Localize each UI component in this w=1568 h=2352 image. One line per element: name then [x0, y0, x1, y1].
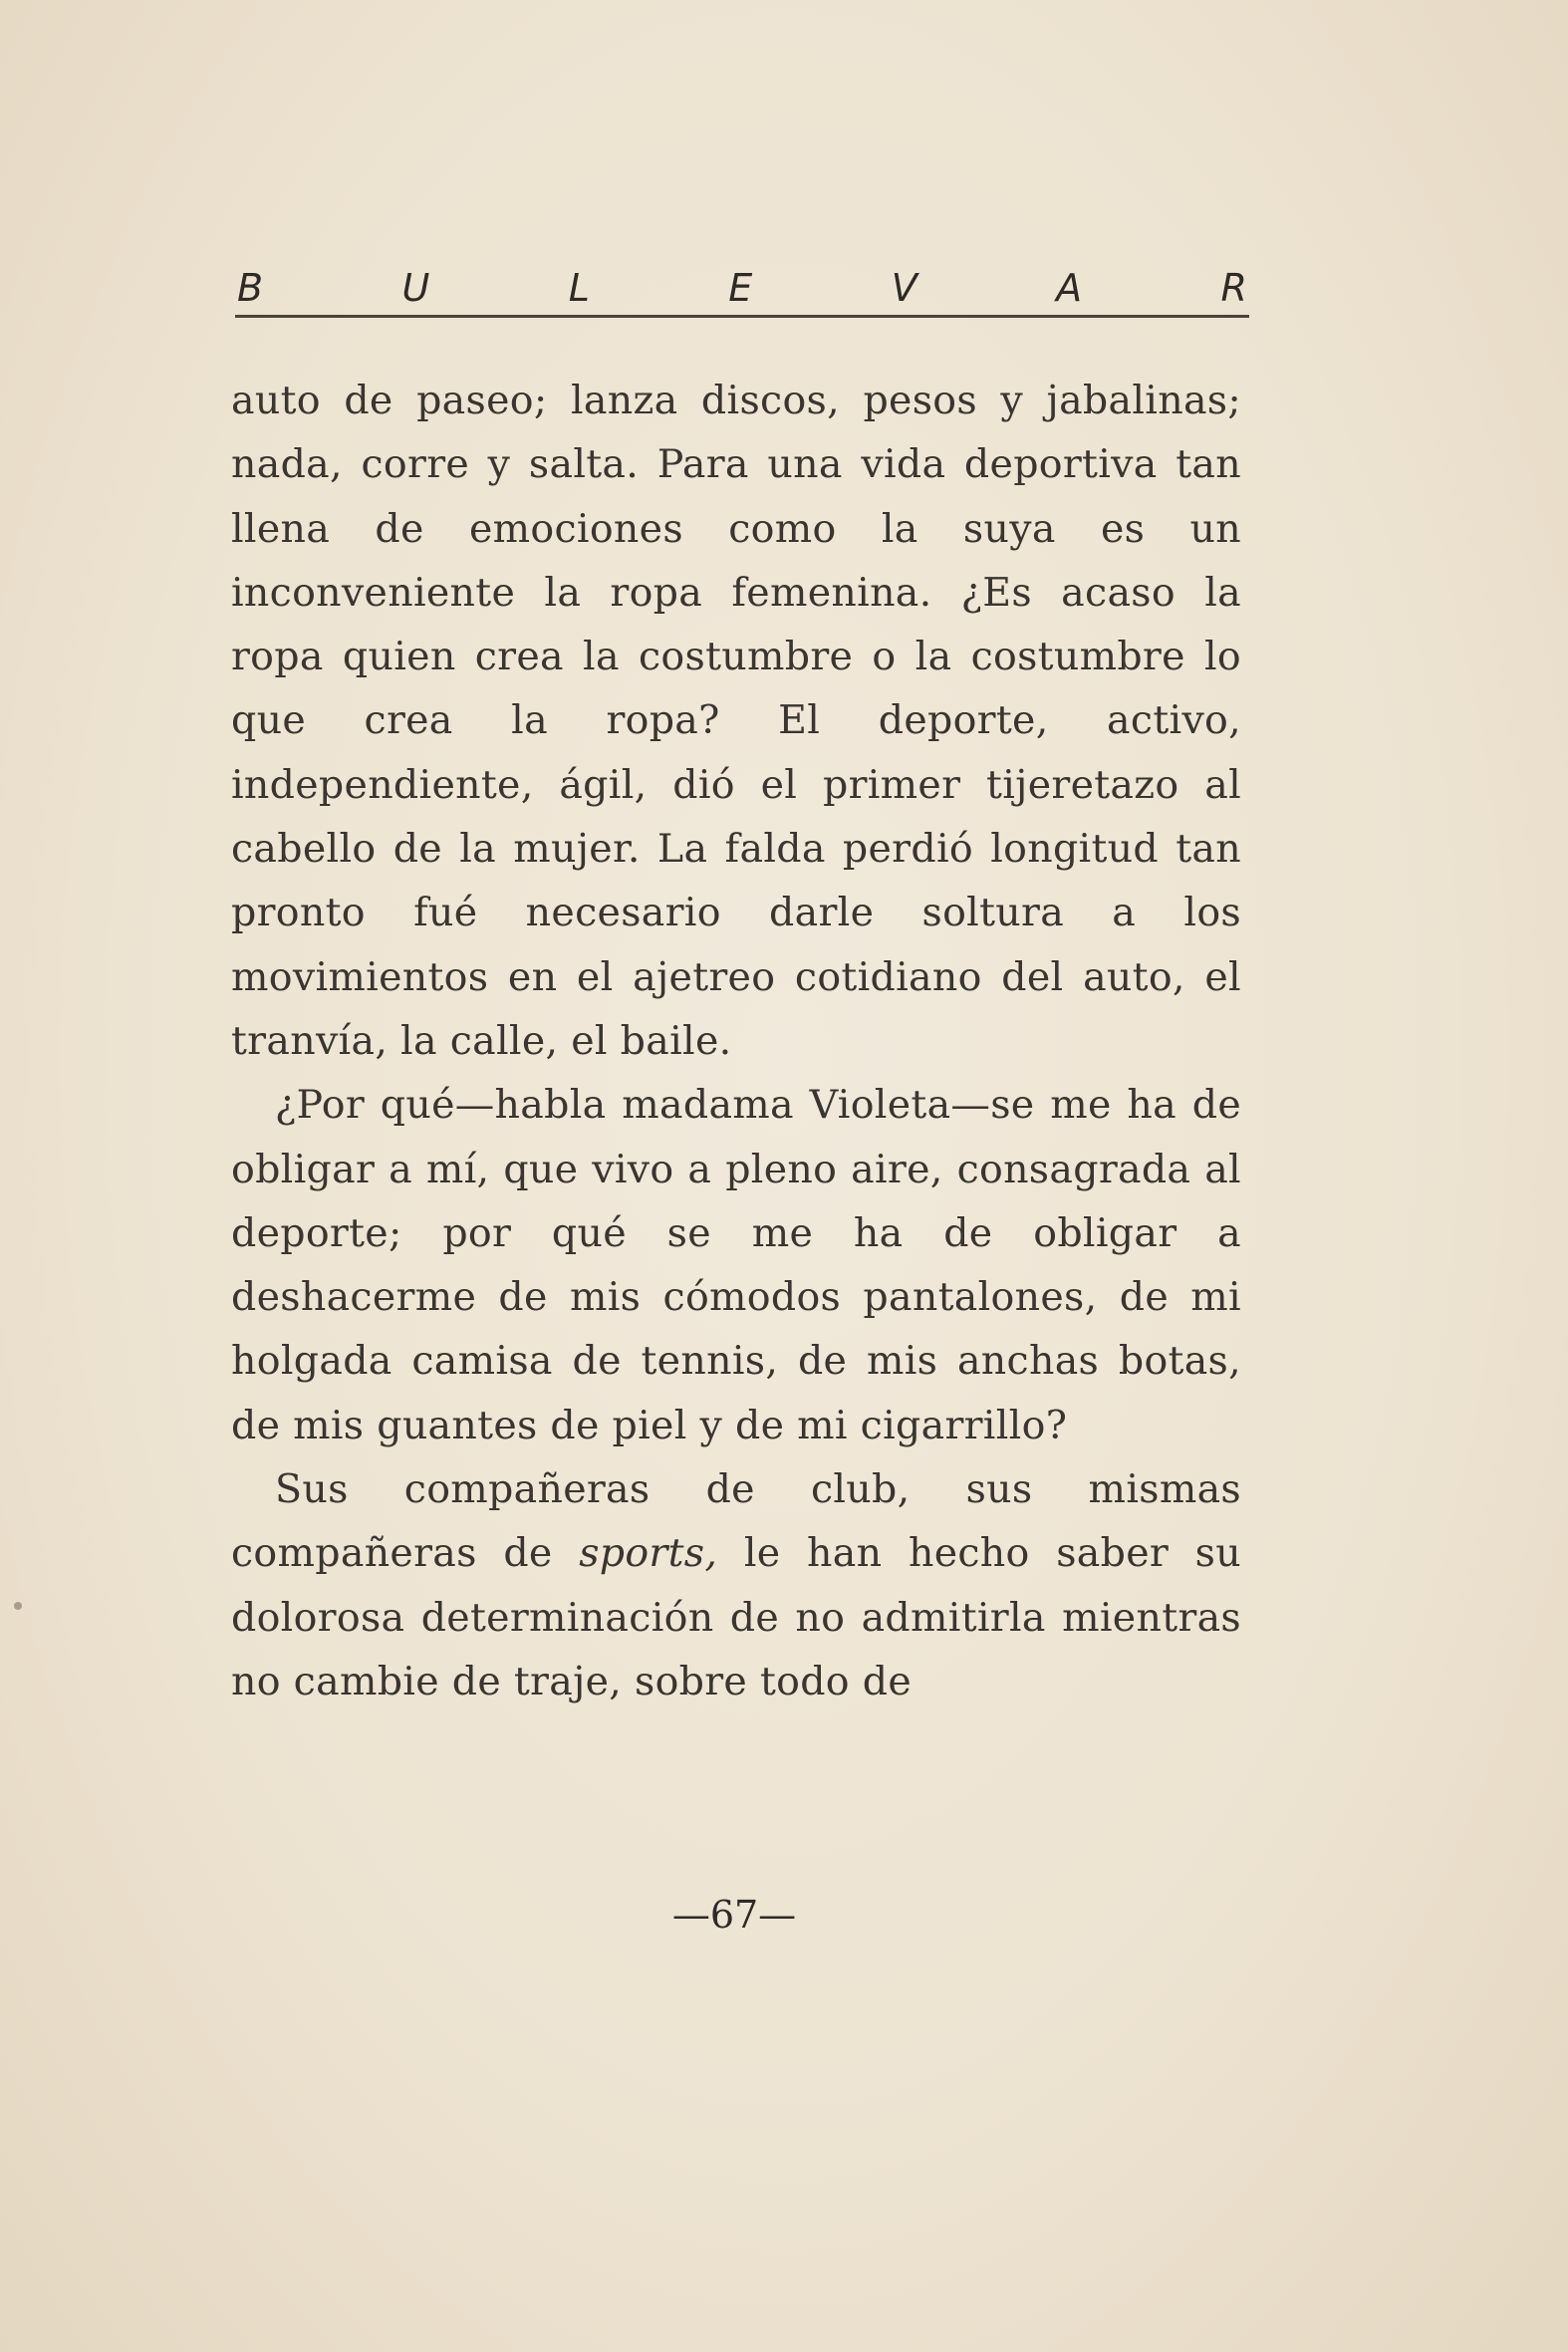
body-text	[231, 369, 1241, 1713]
paper-speck	[14, 1602, 22, 1610]
paragraph-text: le han hecho saber su dolorosa determinación de no admitirla mientras no cambie de traje, sobre todo de	[231, 1530, 1241, 1704]
running-head-letter: V	[891, 266, 917, 310]
running-head-letter: B	[237, 266, 264, 310]
italic-word: sports,	[579, 1530, 718, 1577]
header-rule	[235, 315, 1249, 318]
running-head-letter: U	[401, 266, 430, 310]
running-head-letter: R	[1220, 266, 1247, 310]
running-head-letter: L	[568, 266, 590, 310]
page-number: —67—	[671, 1893, 797, 1937]
running-head-letter: E	[728, 266, 753, 310]
running-head-letter: A	[1056, 266, 1083, 310]
running-head	[237, 257, 1247, 310]
paragraph	[231, 1457, 1241, 1713]
paragraph: ¿Por qué—habla madama Violeta—se me ha de obligar a mí, que vivo a pleno aire, consagrada al deporte; por qué se me ha de obligar a deshacerme de mis cómodos pantalones, de mi holgada camisa de tennis, de mis anchas botas, de mis guantes de piel y de mi cigarrillo?	[231, 1082, 1241, 1448]
paragraph-text: Sus compañeras de club, sus mismas compañeras de	[231, 1466, 1241, 1577]
paragraph: auto de paseo; lanza discos, pesos y jabalinas; nada, corre y salta. Para una vida deportiva tan llena de emociones como la suya es un inconveniente la ropa femenina. ¿Es acaso la ropa quien crea la costumbre o la costumbre lo que crea la ropa? El deporte, activo, independiente, ágil, dió el primer tijeretazo al cabello de la mujer. La falda perdió longitud tan pronto fué necesario darle soltura a los movimientos en el ajetreo cotidiano del auto, el tranvía, la calle, el baile.	[231, 378, 1241, 1064]
